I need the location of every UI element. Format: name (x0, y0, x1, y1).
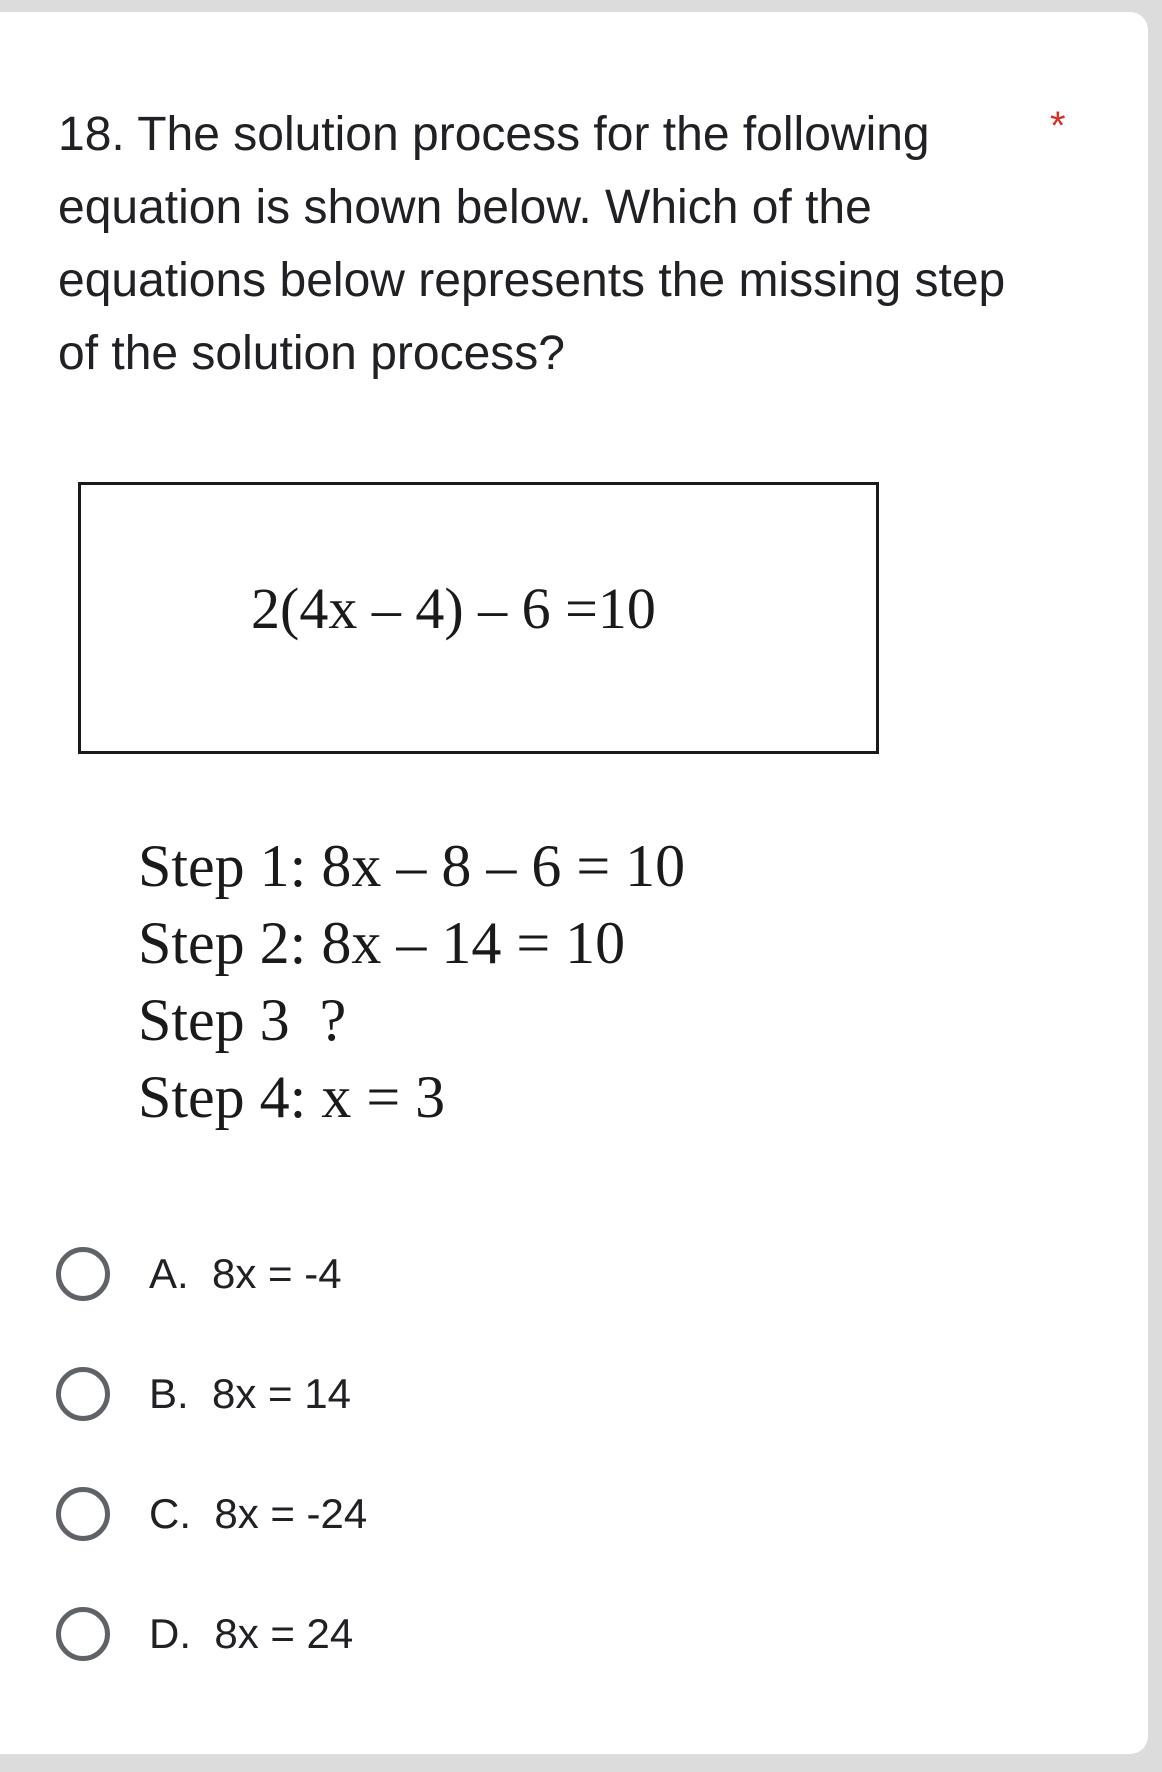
radio-button-c[interactable] (56, 1487, 110, 1541)
answer-options (56, 1244, 367, 1724)
step-1: Step 1: 8x – 8 – 6 = 10 (138, 833, 686, 899)
option-b-label: B. 8x = 14 (149, 1370, 351, 1417)
option-d[interactable] (56, 1604, 367, 1664)
required-asterisk: * (1050, 104, 1066, 148)
radio-button-b[interactable] (56, 1367, 110, 1421)
option-b[interactable] (56, 1364, 367, 1424)
solution-steps (138, 828, 685, 1136)
step-4: Step 4: x = 3 (138, 1064, 446, 1130)
radio-button-d[interactable] (56, 1607, 110, 1661)
option-a-label: A. 8x = -4 (149, 1250, 342, 1297)
equation-image-box (78, 482, 879, 754)
question-text: 18. The solution process for the following equation is shown below. Which of the equations below represents the missing step of the solution process? (58, 108, 1006, 380)
question-card (0, 12, 1148, 1754)
option-c-label: C. 8x = -24 (149, 1490, 368, 1537)
equation-text: 2(4x – 4) – 6 =10 (251, 575, 656, 641)
step-2: Step 2: 8x – 14 = 10 (138, 910, 626, 976)
step-3: Step 3 ? (138, 987, 347, 1053)
option-c[interactable] (56, 1484, 367, 1544)
radio-button-a[interactable] (56, 1247, 110, 1301)
option-a[interactable] (56, 1244, 367, 1304)
option-d-label: D. 8x = 24 (149, 1610, 354, 1657)
